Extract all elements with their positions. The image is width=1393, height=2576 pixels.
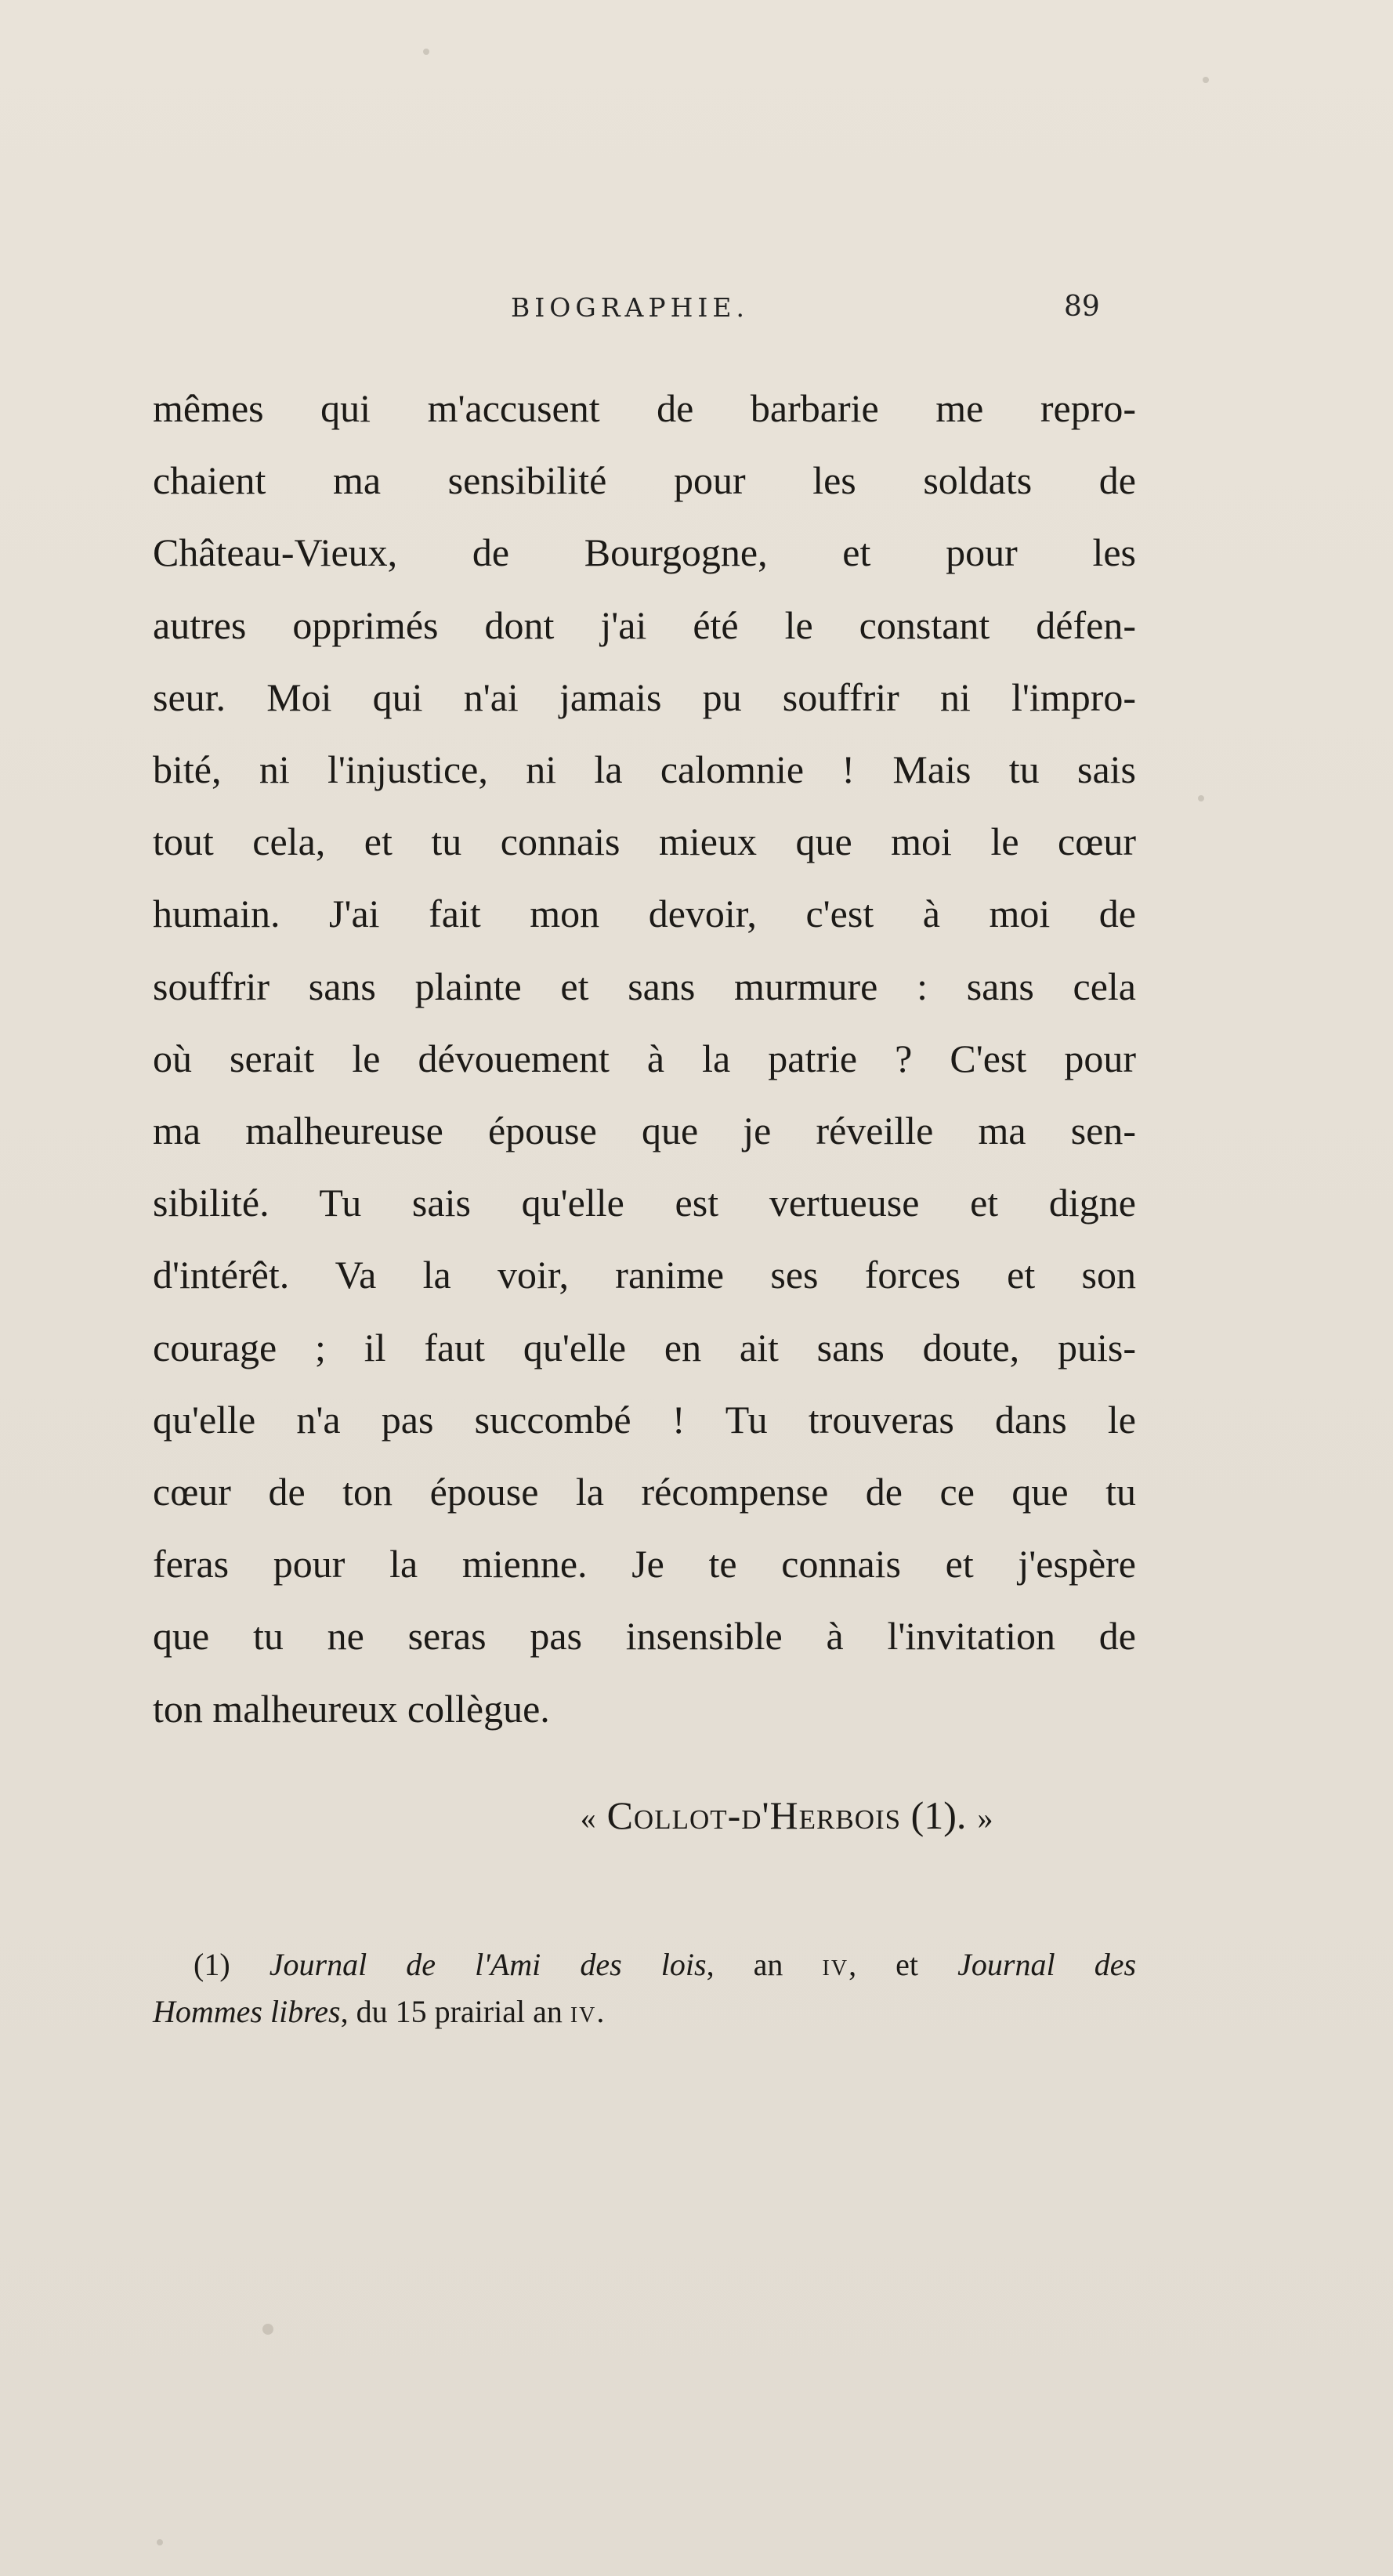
footnote-year-1: , an	[706, 1947, 783, 1982]
footnote-end: .	[596, 1994, 605, 2029]
footnote	[153, 1941, 1136, 2035]
signature-open-quote: «	[580, 1800, 596, 1836]
paper-speck	[1198, 795, 1204, 801]
footnote-journal-1: Journal de l'Ami des lois	[269, 1947, 707, 1982]
text-line: seur. Moi qui n'ai jamais pu souffrir ni l'impro-	[153, 675, 1136, 719]
text-line: d'intérêt. Va la voir, ranime ses forces et son	[153, 1253, 1136, 1297]
footnote-date: , du 15 prairial an	[340, 1994, 563, 2029]
text-line: autres opprimés dont j'ai été le constant défen-	[153, 602, 1136, 647]
text-line: Château-Vieux, de Bourgogne, et pour les	[153, 530, 1136, 575]
paper-speck	[423, 49, 429, 55]
footnote-marker: (1)	[194, 1947, 230, 1982]
footnote-journal-2-part2: Hommes libres	[153, 1994, 341, 2029]
paper-speck	[262, 2324, 273, 2335]
text-line: ma malheureuse épouse que je réveille ma sen-	[153, 1109, 1136, 1153]
footnote-year-1-roman: iv	[822, 1947, 849, 1982]
footnote-journal-2-part1: Journal des	[957, 1947, 1137, 1982]
signature-name: Collot-d'Herbois	[606, 1793, 902, 1837]
text-line: courage ; il faut qu'elle en ait sans doute, puis-	[153, 1325, 1136, 1369]
text-line: souffrir sans plainte et sans murmure : sans cela	[153, 964, 1136, 1008]
text-line: sibilité. Tu sais qu'elle est vertueuse et digne	[153, 1181, 1136, 1225]
paper-speck	[1203, 77, 1209, 83]
body-text	[153, 372, 1136, 1745]
signature	[0, 1793, 1393, 1838]
text-line: humain. J'ai fait mon devoir, c'est à moi de	[153, 892, 1136, 936]
text-line: cœur de ton épouse la récompense de ce que tu	[153, 1470, 1136, 1514]
text-line: bité, ni l'injustice, ni la calomnie ! Mais tu sais	[153, 747, 1136, 792]
signature-close-quote: »	[977, 1800, 993, 1836]
paper-speck	[157, 2539, 163, 2545]
text-line: feras pour la mienne. Je te connais et j'espère	[153, 1542, 1136, 1586]
footnote-line	[153, 1941, 1136, 1988]
text-line: où serait le dévouement à la patrie ? C'est pour	[153, 1036, 1136, 1080]
footnote-date-roman: iv	[570, 1994, 597, 2029]
text-line: tout cela, et tu connais mieux que moi le cœur	[153, 819, 1136, 864]
running-title: BIOGRAPHIE.	[511, 292, 749, 323]
footnote-connector: , et	[848, 1947, 919, 1982]
text-line: ton malheureux collègue.	[153, 1686, 550, 1731]
text-line: qu'elle n'a pas succombé ! Tu trouveras dans le	[153, 1397, 1136, 1442]
text-line: que tu ne seras pas insensible à l'invitation de	[153, 1614, 1136, 1659]
footnote-line	[153, 1988, 1136, 2035]
signature-note-ref: (1).	[910, 1793, 967, 1837]
text-line: chaient ma sensibilité pour les soldats de	[153, 458, 1136, 503]
page-number: 89	[1064, 291, 1100, 323]
running-head	[0, 292, 1393, 324]
text-line: mêmes qui m'accusent de barbarie me repro-	[153, 386, 1136, 430]
